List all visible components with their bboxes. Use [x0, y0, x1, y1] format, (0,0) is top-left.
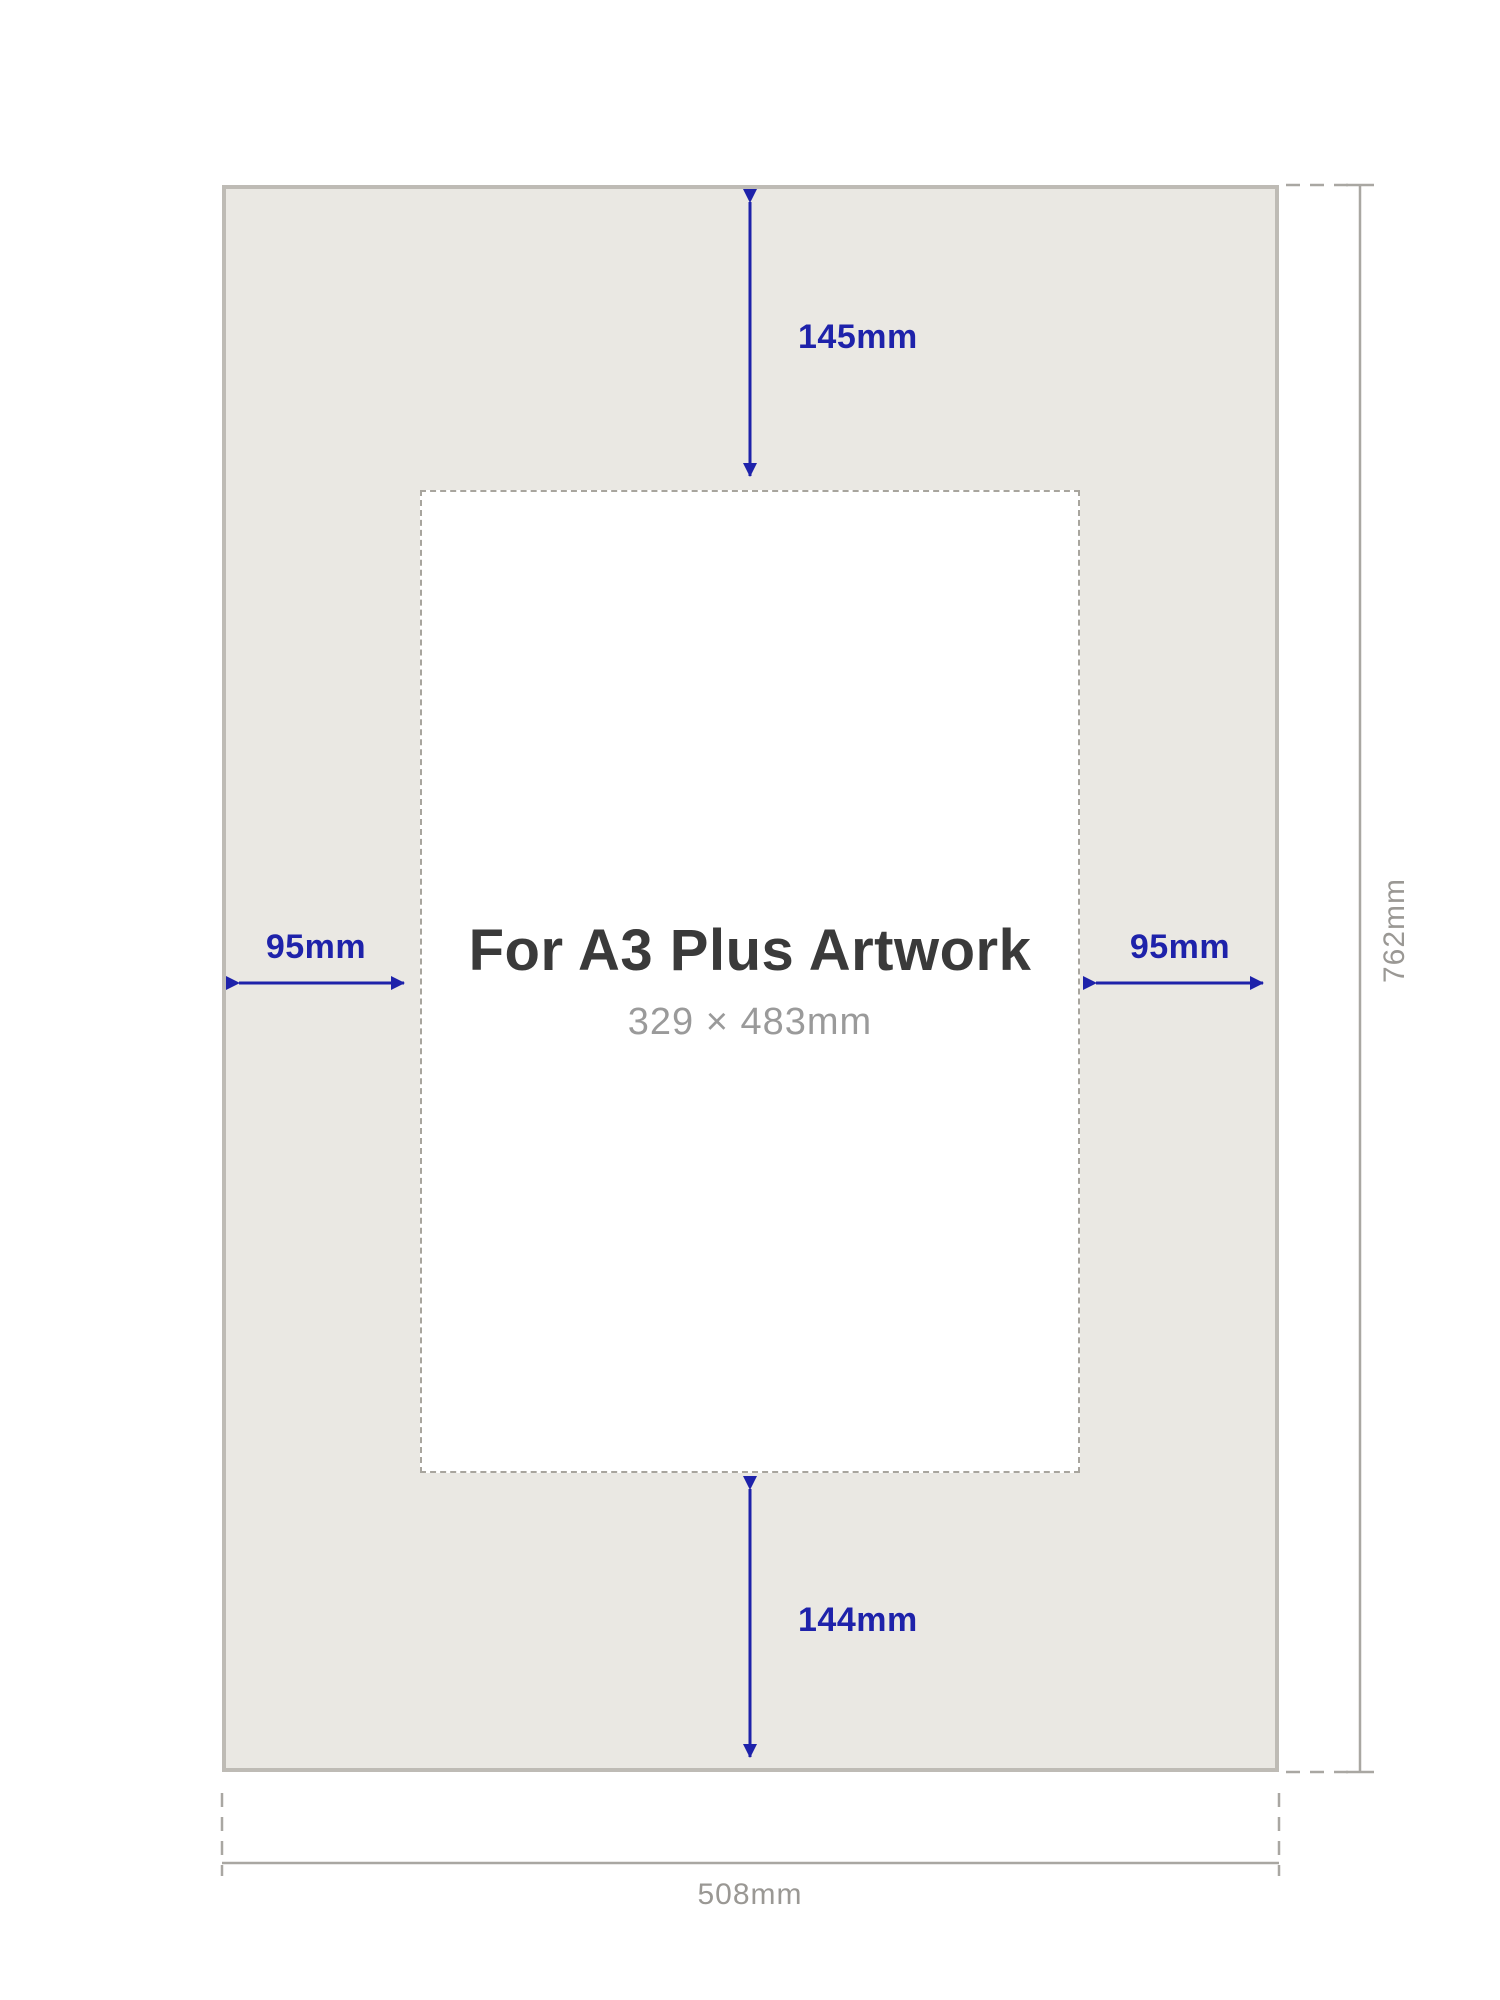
artwork-title: For A3 Plus Artwork — [468, 918, 1032, 984]
label-left-margin: 95mm — [265, 928, 367, 966]
artwork-size: 329 × 483mm — [627, 1000, 873, 1043]
label-right-margin: 95mm — [1129, 928, 1231, 966]
label-overall-height: 762mm — [1378, 878, 1411, 984]
label-bottom-margin: 144mm — [798, 1601, 918, 1639]
label-top-margin: 145mm — [798, 318, 918, 356]
dimension-overall-height — [1286, 185, 1374, 1772]
label-overall-width: 508mm — [697, 1878, 803, 1911]
dimension-overall-width — [222, 1793, 1279, 1876]
